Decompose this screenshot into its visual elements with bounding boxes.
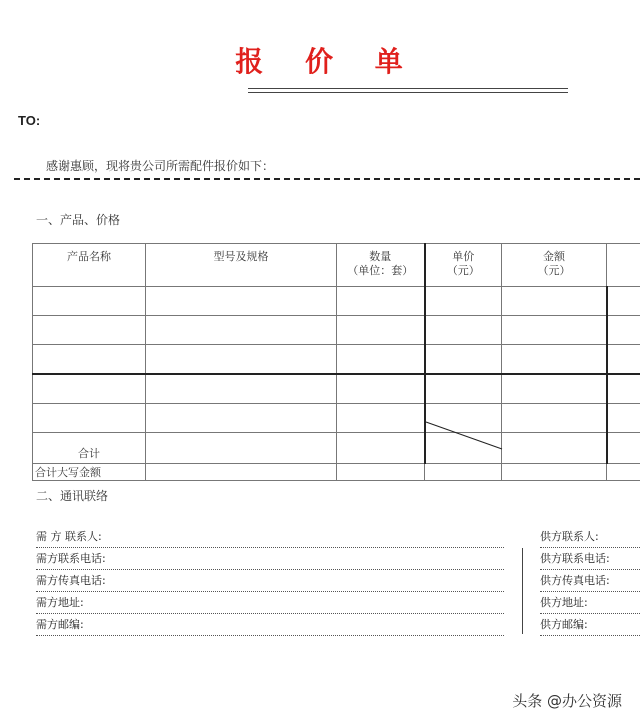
to-label: TO: bbox=[18, 113, 41, 128]
total-words-label: 合计大写金额 bbox=[33, 464, 146, 481]
section-products-heading: 一、产品、价格 bbox=[36, 213, 121, 227]
section-contact-heading: 二、通讯联络 bbox=[36, 489, 109, 503]
table-row bbox=[33, 374, 640, 404]
supplier-phone: 供方联系电话: bbox=[540, 549, 640, 570]
intro-text: 感谢惠顾，现将贵公司所需配件报价如下： bbox=[46, 159, 275, 173]
subtotal-row bbox=[33, 433, 640, 464]
header-model: 型号及规格 bbox=[146, 244, 337, 287]
subtotal-diagonal-cell bbox=[425, 433, 502, 464]
supplier-contact-person: 供方联系人: bbox=[540, 527, 640, 548]
title-underline-second bbox=[248, 92, 568, 93]
header-amount: 金额 （元） bbox=[502, 244, 607, 287]
subtotal-label: 合计 bbox=[33, 433, 146, 464]
supplier-postcode: 供方邮编: bbox=[540, 615, 640, 636]
buyer-postcode: 需方邮编: bbox=[36, 615, 504, 636]
contact-divider bbox=[522, 548, 523, 634]
title-char-1: 报 bbox=[235, 45, 266, 78]
watermark: 头条 @办公资源 bbox=[512, 692, 622, 710]
table-header-row bbox=[33, 244, 640, 287]
buyer-contact-person: 需 方 联系人: bbox=[36, 527, 504, 548]
total-words-row bbox=[33, 464, 640, 481]
title-char-3: 单 bbox=[374, 45, 405, 78]
header-quantity: 数量 （单位：套） bbox=[337, 244, 425, 287]
table-row bbox=[33, 316, 640, 345]
separator-line bbox=[14, 178, 640, 180]
header-unit-price: 单价 （元） bbox=[425, 244, 502, 287]
buyer-address: 需方地址: bbox=[36, 593, 504, 614]
header-extra bbox=[607, 244, 640, 287]
title-underline bbox=[248, 88, 568, 89]
header-product: 产品名称 bbox=[33, 244, 146, 287]
table-row bbox=[33, 404, 640, 433]
table-row bbox=[33, 287, 640, 316]
page-title bbox=[0, 40, 640, 80]
buyer-phone: 需方联系电话: bbox=[36, 549, 504, 570]
table-row bbox=[33, 345, 640, 375]
supplier-address: 供方地址: bbox=[540, 593, 640, 614]
supplier-fax: 供方传真电话: bbox=[540, 571, 640, 592]
buyer-fax: 需方传真电话: bbox=[36, 571, 504, 592]
quote-table bbox=[32, 243, 640, 481]
title-char-2: 价 bbox=[304, 45, 335, 78]
